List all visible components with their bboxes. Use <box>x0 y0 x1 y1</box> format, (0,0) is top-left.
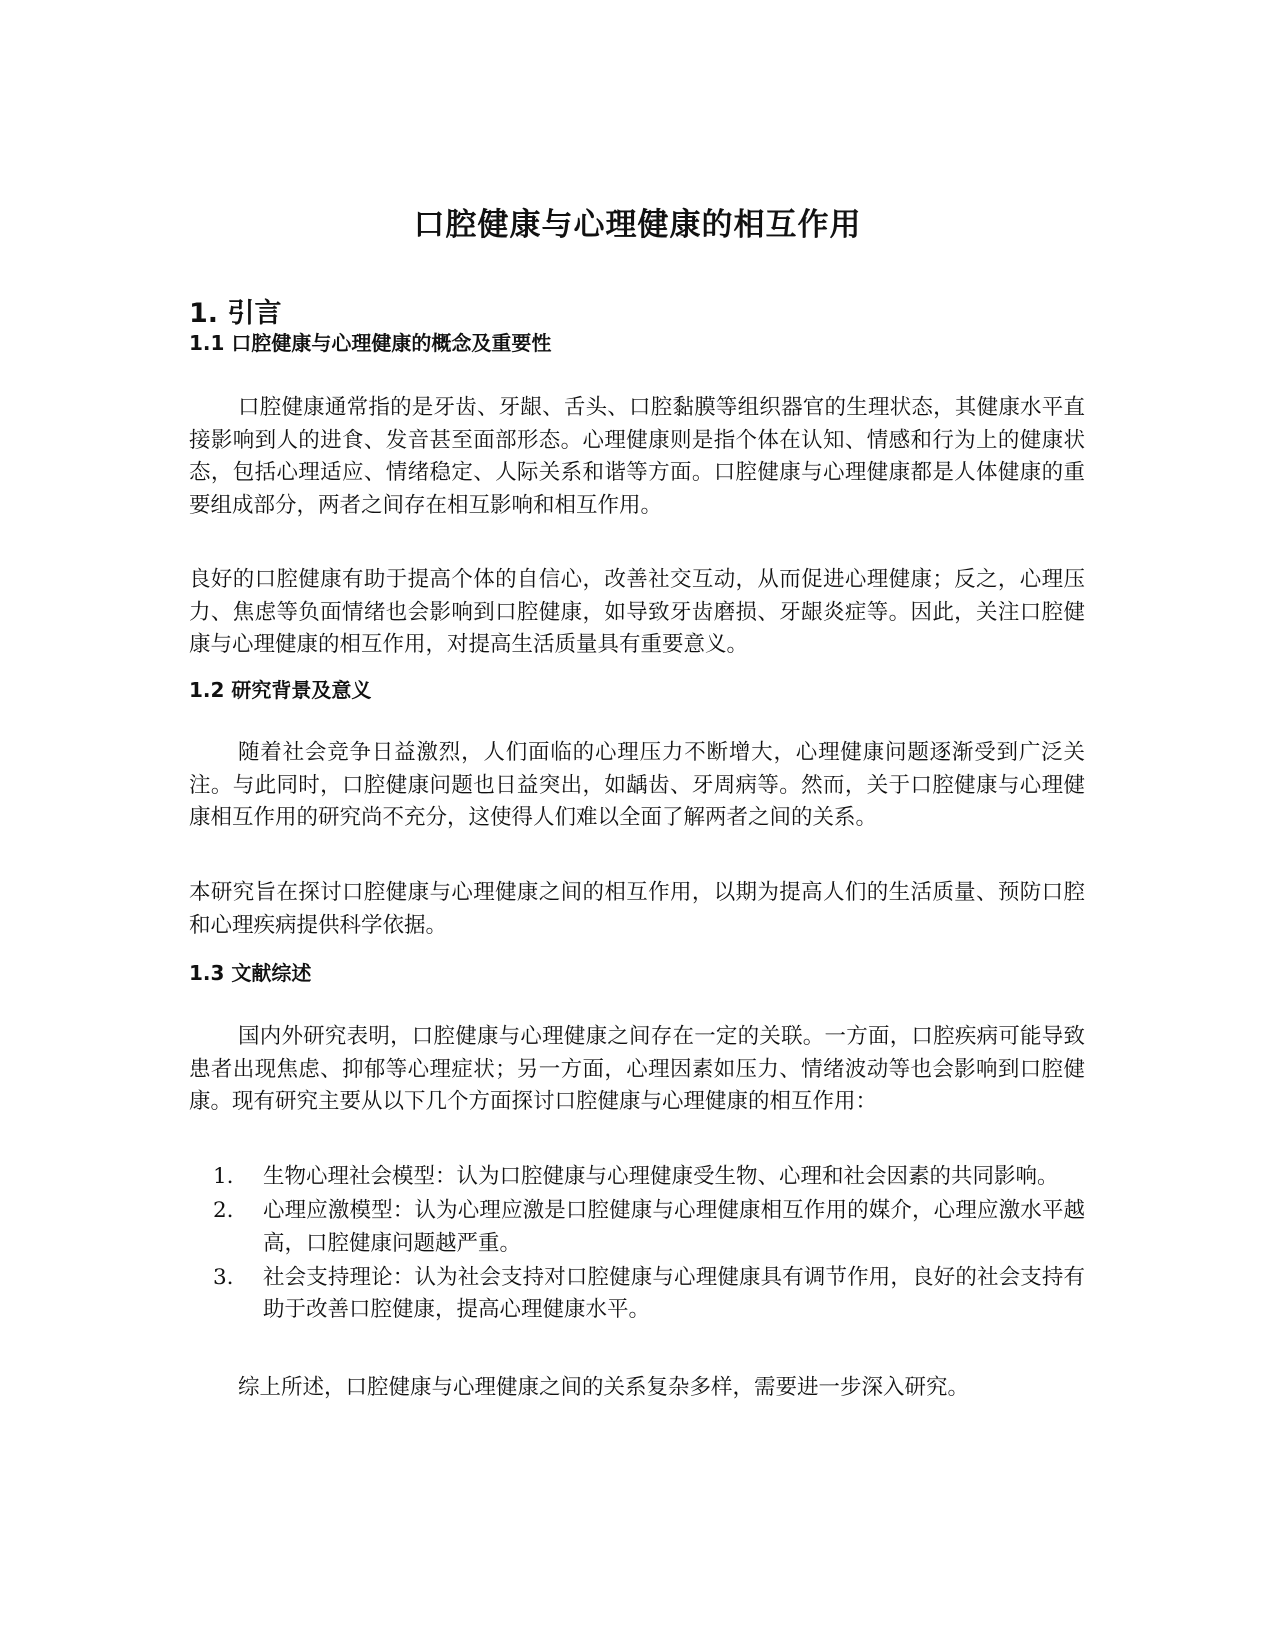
list-item-text: 生物心理社会模型：认为口腔健康与心理健康受生物、心理和社会因素的共同影响。 <box>263 1164 1059 1189</box>
subsection-heading-1-1: 1.1 口腔健康与心理健康的概念及重要性 <box>189 331 552 355</box>
list-item <box>189 1195 1085 1260</box>
section-heading-introduction: 1. 引言 <box>189 298 282 329</box>
list-item-text: 心理应激模型：认为心理应激是口腔健康与心理健康相互作用的媒介，心理应激水平越高，口腔健康问题越严重。 <box>263 1198 1085 1256</box>
list-item-number: 3. <box>213 1264 234 1290</box>
paragraph-concepts: 口腔健康通常指的是牙齿、牙龈、舌头、口腔黏膜等组织器官的生理状态，其健康水平直接影响到人的进食、发音甚至面部形态。心理健康则是指个体在认知、情感和行为上的健康状态，包括心理适应、情绪稳定、人际关系和谐等方面。口腔健康与心理健康都是人体健康的重要组成部分，两者之间存在相互影响和相互作用。 <box>189 395 1085 518</box>
paragraph-importance: 良好的口腔健康有助于提高个体的自信心，改善社交互动，从而促进心理健康；反之，心理压力、焦虑等负面情绪也会影响到口腔健康，如导致牙齿磨损、牙龈炎症等。因此，关注口腔健康与心理健康的相互作用，对提高生活质量具有重要意义。 <box>189 567 1085 657</box>
subsection-heading-1-3: 1.3 文献综述 <box>189 961 312 985</box>
list-item <box>189 1161 1085 1194</box>
list-item-number: 1. <box>213 1164 234 1189</box>
document-title: 口腔健康与心理健康的相互作用 <box>413 207 862 243</box>
list-item-number: 2. <box>213 1198 234 1223</box>
paragraph-purpose: 本研究旨在探讨口腔健康与心理健康之间的相互作用，以期为提高人们的生活质量、预防口腔和心理疾病提供科学依据。 <box>189 880 1085 938</box>
subsection-heading-1-2: 1.2 研究背景及意义 <box>189 678 372 702</box>
paragraph-literature-intro: 国内外研究表明，口腔健康与心理健康之间存在一定的关联。一方面，口腔疾病可能导致患者出现焦虑、抑郁等心理症状；另一方面，心理因素如压力、情绪波动等也会影响到口腔健康。现有研究主要从以下几个方面探讨口腔健康与心理健康的相互作用： <box>189 1024 1085 1114</box>
list-item-text: 社会支持理论：认为社会支持对口腔健康与心理健康具有调节作用，良好的社会支持有助于改善口腔健康，提高心理健康水平。 <box>263 1264 1085 1322</box>
paragraph-background: 随着社会竞争日益激烈，人们面临的心理压力不断增大，心理健康问题逐渐受到广泛关注。与此同时，口腔健康问题也日益突出，如龋齿、牙周病等。然而，关于口腔健康与心理健康相互作用的研究尚不充分，这使得人们难以全面了解两者之间的关系。 <box>189 740 1085 830</box>
theory-list <box>189 1161 1085 1328</box>
paragraph-conclusion: 综上所述，口腔健康与心理健康之间的关系复杂多样，需要进一步深入研究。 <box>238 1375 970 1400</box>
list-item <box>189 1262 1085 1327</box>
